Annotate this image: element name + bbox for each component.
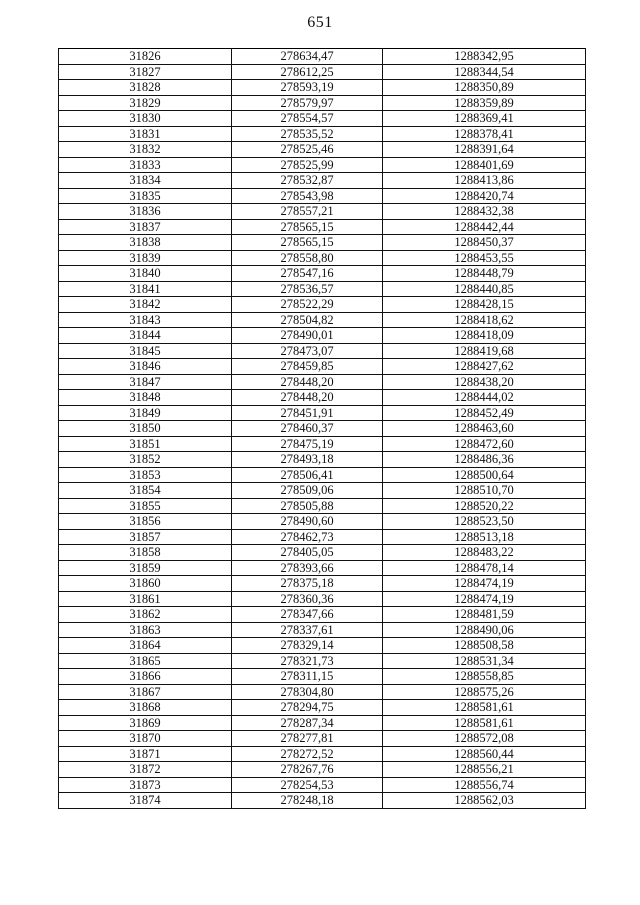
table-row (59, 529, 586, 545)
point-number-cell: 31845 (59, 343, 232, 359)
x-coordinate-cell: 278525,46 (232, 142, 383, 158)
table-row (59, 142, 586, 158)
x-coordinate-cell: 278504,82 (232, 312, 383, 328)
table-row (59, 250, 586, 266)
x-coordinate-cell: 278337,61 (232, 622, 383, 638)
x-coordinate-cell: 278311,15 (232, 669, 383, 685)
x-coordinate-cell: 278360,36 (232, 591, 383, 607)
x-coordinate-cell: 278543,98 (232, 188, 383, 204)
x-coordinate-cell: 278554,57 (232, 111, 383, 127)
x-coordinate-cell: 278462,73 (232, 529, 383, 545)
coordinates-table-body (59, 49, 586, 809)
x-coordinate-cell: 278490,60 (232, 514, 383, 530)
table-row (59, 545, 586, 561)
table-row (59, 374, 586, 390)
x-coordinate-cell: 278294,75 (232, 700, 383, 716)
x-coordinate-cell: 278321,73 (232, 653, 383, 669)
y-coordinate-cell: 1288442,44 (383, 219, 586, 235)
x-coordinate-cell: 278490,01 (232, 328, 383, 344)
y-coordinate-cell: 1288556,74 (383, 777, 586, 793)
point-number-cell: 31828 (59, 80, 232, 96)
point-number-cell: 31829 (59, 95, 232, 111)
y-coordinate-cell: 1288413,86 (383, 173, 586, 189)
x-coordinate-cell: 278565,15 (232, 235, 383, 251)
y-coordinate-cell: 1288558,85 (383, 669, 586, 685)
x-coordinate-cell: 278525,99 (232, 157, 383, 173)
point-number-cell: 31866 (59, 669, 232, 685)
y-coordinate-cell: 1288510,70 (383, 483, 586, 499)
x-coordinate-cell: 278329,14 (232, 638, 383, 654)
table-row (59, 95, 586, 111)
point-number-cell: 31846 (59, 359, 232, 375)
y-coordinate-cell: 1288450,37 (383, 235, 586, 251)
point-number-cell: 31858 (59, 545, 232, 561)
y-coordinate-cell: 1288486,36 (383, 452, 586, 468)
point-number-cell: 31839 (59, 250, 232, 266)
y-coordinate-cell: 1288575,26 (383, 684, 586, 700)
y-coordinate-cell: 1288418,09 (383, 328, 586, 344)
y-coordinate-cell: 1288344,54 (383, 64, 586, 80)
x-coordinate-cell: 278473,07 (232, 343, 383, 359)
y-coordinate-cell: 1288391,64 (383, 142, 586, 158)
y-coordinate-cell: 1288513,18 (383, 529, 586, 545)
point-number-cell: 31826 (59, 49, 232, 65)
table-row (59, 700, 586, 716)
y-coordinate-cell: 1288572,08 (383, 731, 586, 747)
table-row (59, 669, 586, 685)
point-number-cell: 31855 (59, 498, 232, 514)
point-number-cell: 31841 (59, 281, 232, 297)
table-row (59, 514, 586, 530)
table-row (59, 684, 586, 700)
x-coordinate-cell: 278448,20 (232, 374, 383, 390)
point-number-cell: 31836 (59, 204, 232, 220)
x-coordinate-cell: 278267,76 (232, 762, 383, 778)
y-coordinate-cell: 1288420,74 (383, 188, 586, 204)
y-coordinate-cell: 1288508,58 (383, 638, 586, 654)
table-row (59, 607, 586, 623)
x-coordinate-cell: 278347,66 (232, 607, 383, 623)
y-coordinate-cell: 1288560,44 (383, 746, 586, 762)
point-number-cell: 31870 (59, 731, 232, 747)
table-row (59, 483, 586, 499)
table-row (59, 312, 586, 328)
point-number-cell: 31832 (59, 142, 232, 158)
x-coordinate-cell: 278287,34 (232, 715, 383, 731)
point-number-cell: 31844 (59, 328, 232, 344)
table-row (59, 560, 586, 576)
point-number-cell: 31868 (59, 700, 232, 716)
table-row (59, 49, 586, 65)
y-coordinate-cell: 1288453,55 (383, 250, 586, 266)
table-row (59, 328, 586, 344)
y-coordinate-cell: 1288581,61 (383, 715, 586, 731)
x-coordinate-cell: 278460,37 (232, 421, 383, 437)
point-number-cell: 31847 (59, 374, 232, 390)
point-number-cell: 31860 (59, 576, 232, 592)
y-coordinate-cell: 1288483,22 (383, 545, 586, 561)
table-row (59, 715, 586, 731)
table-row (59, 576, 586, 592)
x-coordinate-cell: 278304,80 (232, 684, 383, 700)
point-number-cell: 31862 (59, 607, 232, 623)
y-coordinate-cell: 1288481,59 (383, 607, 586, 623)
x-coordinate-cell: 278593,19 (232, 80, 383, 96)
x-coordinate-cell: 278634,47 (232, 49, 383, 65)
y-coordinate-cell: 1288369,41 (383, 111, 586, 127)
table-row (59, 421, 586, 437)
x-coordinate-cell: 278393,66 (232, 560, 383, 576)
x-coordinate-cell: 278459,85 (232, 359, 383, 375)
y-coordinate-cell: 1288523,50 (383, 514, 586, 530)
table-row (59, 452, 586, 468)
table-row (59, 762, 586, 778)
page-number: 651 (307, 14, 333, 31)
x-coordinate-cell: 278522,29 (232, 297, 383, 313)
y-coordinate-cell: 1288581,61 (383, 700, 586, 716)
x-coordinate-cell: 278612,25 (232, 64, 383, 80)
x-coordinate-cell: 278565,15 (232, 219, 383, 235)
y-coordinate-cell: 1288378,41 (383, 126, 586, 142)
table-row (59, 64, 586, 80)
y-coordinate-cell: 1288474,19 (383, 591, 586, 607)
y-coordinate-cell: 1288401,69 (383, 157, 586, 173)
table-row (59, 359, 586, 375)
y-coordinate-cell: 1288452,49 (383, 405, 586, 421)
point-number-cell: 31831 (59, 126, 232, 142)
x-coordinate-cell: 278448,20 (232, 390, 383, 406)
x-coordinate-cell: 278405,05 (232, 545, 383, 561)
x-coordinate-cell: 278579,97 (232, 95, 383, 111)
point-number-cell: 31850 (59, 421, 232, 437)
table-row (59, 390, 586, 406)
point-number-cell: 31867 (59, 684, 232, 700)
table-row (59, 126, 586, 142)
point-number-cell: 31838 (59, 235, 232, 251)
x-coordinate-cell: 278558,80 (232, 250, 383, 266)
table-row (59, 188, 586, 204)
y-coordinate-cell: 1288350,89 (383, 80, 586, 96)
table-row (59, 498, 586, 514)
table-row (59, 111, 586, 127)
x-coordinate-cell: 278509,06 (232, 483, 383, 499)
point-number-cell: 31834 (59, 173, 232, 189)
x-coordinate-cell: 278272,52 (232, 746, 383, 762)
table-row (59, 157, 586, 173)
y-coordinate-cell: 1288448,79 (383, 266, 586, 282)
table-row (59, 405, 586, 421)
y-coordinate-cell: 1288418,62 (383, 312, 586, 328)
point-number-cell: 31842 (59, 297, 232, 313)
point-number-cell: 31853 (59, 467, 232, 483)
x-coordinate-cell: 278277,81 (232, 731, 383, 747)
point-number-cell: 31874 (59, 793, 232, 809)
point-number-cell: 31852 (59, 452, 232, 468)
table-row (59, 343, 586, 359)
y-coordinate-cell: 1288438,20 (383, 374, 586, 390)
x-coordinate-cell: 278506,41 (232, 467, 383, 483)
y-coordinate-cell: 1288342,95 (383, 49, 586, 65)
point-number-cell: 31863 (59, 622, 232, 638)
point-number-cell: 31857 (59, 529, 232, 545)
point-number-cell: 31849 (59, 405, 232, 421)
y-coordinate-cell: 1288428,15 (383, 297, 586, 313)
y-coordinate-cell: 1288440,85 (383, 281, 586, 297)
x-coordinate-cell: 278451,91 (232, 405, 383, 421)
table-row (59, 219, 586, 235)
point-number-cell: 31827 (59, 64, 232, 80)
x-coordinate-cell: 278557,21 (232, 204, 383, 220)
table-row (59, 467, 586, 483)
x-coordinate-cell: 278505,88 (232, 498, 383, 514)
y-coordinate-cell: 1288432,38 (383, 204, 586, 220)
y-coordinate-cell: 1288520,22 (383, 498, 586, 514)
y-coordinate-cell: 1288472,60 (383, 436, 586, 452)
point-number-cell: 31861 (59, 591, 232, 607)
x-coordinate-cell: 278493,18 (232, 452, 383, 468)
point-number-cell: 31830 (59, 111, 232, 127)
y-coordinate-cell: 1288562,03 (383, 793, 586, 809)
point-number-cell: 31871 (59, 746, 232, 762)
point-number-cell: 31848 (59, 390, 232, 406)
point-number-cell: 31843 (59, 312, 232, 328)
y-coordinate-cell: 1288463,60 (383, 421, 586, 437)
point-number-cell: 31851 (59, 436, 232, 452)
x-coordinate-cell: 278532,87 (232, 173, 383, 189)
x-coordinate-cell: 278536,57 (232, 281, 383, 297)
table-row (59, 173, 586, 189)
table-row (59, 204, 586, 220)
table-row (59, 777, 586, 793)
y-coordinate-cell: 1288500,64 (383, 467, 586, 483)
y-coordinate-cell: 1288531,34 (383, 653, 586, 669)
point-number-cell: 31856 (59, 514, 232, 530)
y-coordinate-cell: 1288478,14 (383, 560, 586, 576)
x-coordinate-cell: 278254,53 (232, 777, 383, 793)
table-row (59, 793, 586, 809)
point-number-cell: 31869 (59, 715, 232, 731)
x-coordinate-cell: 278547,16 (232, 266, 383, 282)
table-row (59, 80, 586, 96)
point-number-cell: 31854 (59, 483, 232, 499)
point-number-cell: 31865 (59, 653, 232, 669)
x-coordinate-cell: 278475,19 (232, 436, 383, 452)
y-coordinate-cell: 1288474,19 (383, 576, 586, 592)
point-number-cell: 31837 (59, 219, 232, 235)
table-row (59, 638, 586, 654)
x-coordinate-cell: 278535,52 (232, 126, 383, 142)
point-number-cell: 31840 (59, 266, 232, 282)
table-row (59, 731, 586, 747)
x-coordinate-cell: 278248,18 (232, 793, 383, 809)
table-row (59, 297, 586, 313)
point-number-cell: 31872 (59, 762, 232, 778)
y-coordinate-cell: 1288556,21 (383, 762, 586, 778)
table-row (59, 281, 586, 297)
table-row (59, 591, 586, 607)
table-row (59, 746, 586, 762)
point-number-cell: 31859 (59, 560, 232, 576)
y-coordinate-cell: 1288444,02 (383, 390, 586, 406)
point-number-cell: 31835 (59, 188, 232, 204)
table-row (59, 653, 586, 669)
x-coordinate-cell: 278375,18 (232, 576, 383, 592)
y-coordinate-cell: 1288359,89 (383, 95, 586, 111)
table-row (59, 266, 586, 282)
table-row (59, 436, 586, 452)
table-row (59, 235, 586, 251)
point-number-cell: 31873 (59, 777, 232, 793)
point-number-cell: 31833 (59, 157, 232, 173)
coordinates-table (58, 48, 586, 809)
y-coordinate-cell: 1288490,06 (383, 622, 586, 638)
y-coordinate-cell: 1288419,68 (383, 343, 586, 359)
y-coordinate-cell: 1288427,62 (383, 359, 586, 375)
point-number-cell: 31864 (59, 638, 232, 654)
table-row (59, 622, 586, 638)
